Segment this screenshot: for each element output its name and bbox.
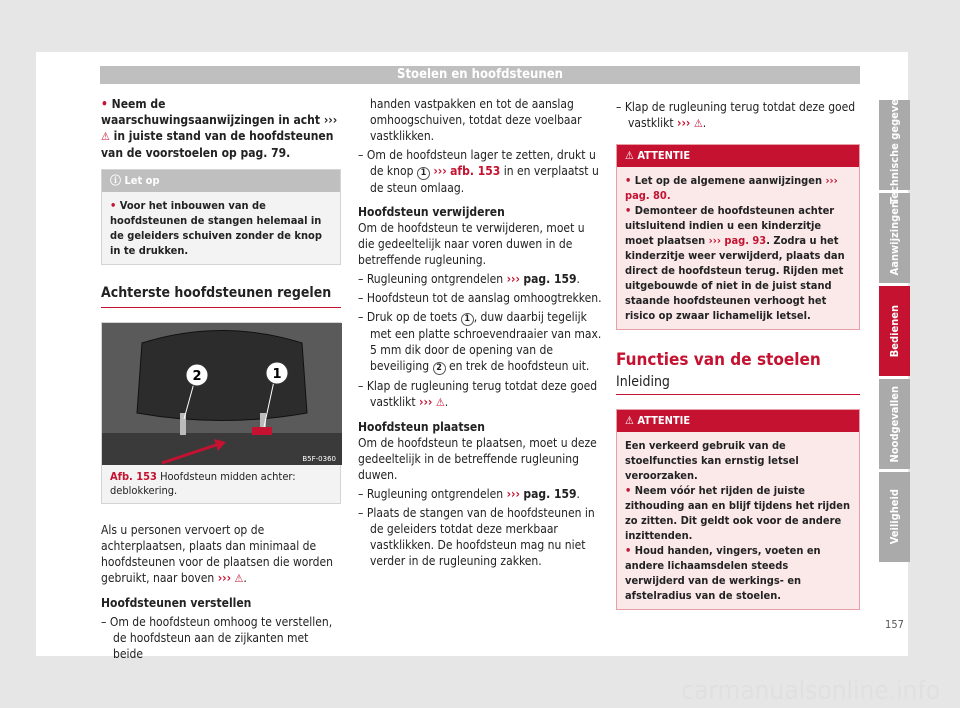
section-title: Achterste hoofdsteunen regelen [101, 285, 341, 308]
list-item: – Om de hoofdsteun omhoog te verstellen, de hoofdsteun aan de zijkanten met beide [101, 615, 333, 661]
warning-header: ⚠ ATTENTIE [617, 410, 859, 432]
note-header: ⓘ Let op [102, 170, 340, 192]
list-item-continued: handen vastpakken en tot de aanslag omhoogschuiven, totdat deze voelbaar vastklikken. [370, 97, 582, 143]
list-item: – Druk op de toets 1 , duw daarbij tegelijk met een platte schroevendraaier van max. 5 mm dik door de opening van de beveiliging 2 en trek de hoofdsteun uit. [358, 310, 602, 373]
page-number: 157 [885, 618, 904, 631]
bullet-icon: • [101, 97, 108, 111]
warning-icon: ⚠ [101, 130, 110, 143]
bullet-icon: • [110, 199, 117, 212]
note-text: Voor het inbouwen van de hoofdsteunen de stangen helemaal in de geleiders schuiven zonder de knop in te drukken. [110, 199, 322, 257]
paragraph: Om de hoofdsteun te plaatsen, moet u deze gedeeltelijk in de betreffende rugleuning duwen. [358, 436, 597, 482]
watermark: carmanualsonline.info [681, 676, 940, 706]
list-item: – Plaats de stangen van de hoofdsteunen in de geleiders totdat deze merkbaar vastklikken. De hoofdsteun mag nu niet verder in de rugleuning zakken. [358, 506, 595, 568]
warning-box-1: ⚠ ATTENTIE • Let op de algemene aanwijzingen ››› pag. 80. • Demonteer de hoofdsteunen achter uitsluitend indien u een kinderzitje moet plaatsen ››› pag. 93. Zodra u het kinderzitje weer verwijderd, plaats dan direct de hoofdsteun terug. Rijden met uitgebouwde of niet in de juist stand staande hoofdsteunen verhoogt het risico op zwaar lichamelijk letsel. [616, 144, 860, 330]
page-link[interactable]: pag. 159 [523, 487, 577, 501]
chapter-title: Functies van de stoelen [616, 350, 821, 370]
paragraph: Om de hoofdsteun te verwijderen, moet u die gedeeltelijk naar voren duwen in de betreffende rugleuning. [358, 221, 585, 267]
intro-bullet: • Neem de waarschuwingsaanwijzingen in acht ››› ⚠ in juiste stand van de hoofdsteunen van de voorstoelen op pag. 79. [101, 97, 338, 160]
callout-1: 1 [272, 367, 282, 382]
list-item: – Rugleuning ontgrendelen ››› pag. 159. [358, 487, 580, 501]
figure-code: B5F-0360 [302, 455, 336, 463]
subsection-title: Inleiding [616, 374, 860, 395]
tab-bedienen[interactable]: Bedienen [879, 286, 910, 376]
list-item: – Hoofdsteun tot de aanslag omhoogtrekken. [358, 291, 602, 305]
figure-caption: Afb. 153 Hoofdsteun midden achter: deblokkering. [110, 470, 296, 497]
heading-verstellen: Hoofdsteunen verstellen [101, 596, 252, 610]
warning-box-2: ⚠ ATTENTIE Een verkeerd gebruik van de stoelfuncties kan ernstig letsel veroorzaken. • Neem vóór het rijden de juiste zithouding aan en blijf tijdens het rijden zo zitten. Dit geldt ook voor de andere inzittenden. • Houd handen, vingers, voeten en andere lichaamsdelen steeds verwijderd van de werkings- en afstelradius van de stoelen. [616, 409, 860, 610]
tab-technische-gegevens[interactable]: Technische gegevens [879, 100, 910, 190]
warning-icon: ⚠ [625, 414, 634, 427]
info-icon: ⓘ [110, 174, 121, 187]
paragraph: Als u personen vervoert op de achterplaatsen, plaats dan minimaal de hoofdsteunen voor de plaatsen die worden gebruikt, naar boven ››› ⚠. [101, 523, 333, 585]
figure-link[interactable]: afb. 153 [450, 164, 501, 178]
column-2 [358, 96, 602, 569]
tab-noodgevallen[interactable]: Noodgevallen [879, 379, 910, 469]
warning-icon: ⚠ [435, 396, 445, 409]
headrest-illustration [102, 323, 342, 465]
column-3 [616, 96, 860, 610]
warning-icon: ⚠ [625, 149, 634, 162]
page-header: Stoelen en hoofdsteunen [100, 66, 860, 84]
warning-icon: ⚠ [693, 117, 703, 130]
list-item: – Om de hoofdsteun lager te zetten, drukt u de knop 1 ››› afb. 153 in en verplaatst u de steun omlaag. [358, 148, 599, 195]
column-1 [101, 96, 341, 662]
list-item: – Klap de rugleuning terug totdat deze goed vastklikt ››› ⚠. [358, 379, 598, 409]
heading-verwijderen: Hoofdsteun verwijderen [358, 205, 505, 219]
warning-header: ⚠ ATTENTIE [617, 145, 859, 167]
figure-153 [101, 322, 341, 504]
note-box [101, 169, 341, 265]
tab-veiligheid[interactable]: Veiligheid [879, 472, 910, 562]
heading-plaatsen: Hoofdsteun plaatsen [358, 420, 485, 434]
callout-2: 2 [192, 369, 202, 384]
ref-2: 2 [433, 362, 446, 375]
list-item: – Klap de rugleuning terug totdat deze goed vastklikt ››› ⚠. [616, 100, 856, 130]
ref-1: 1 [417, 167, 430, 180]
ref-1: 1 [461, 313, 474, 326]
page-link[interactable]: pag. 159 [523, 272, 577, 286]
warning-icon: ⚠ [234, 572, 244, 585]
tab-aanwijzingen[interactable]: Aanwijzingen [879, 193, 910, 283]
list-item: – Rugleuning ontgrendelen ››› pag. 159. [358, 272, 580, 286]
chapter-tabs [879, 86, 910, 565]
